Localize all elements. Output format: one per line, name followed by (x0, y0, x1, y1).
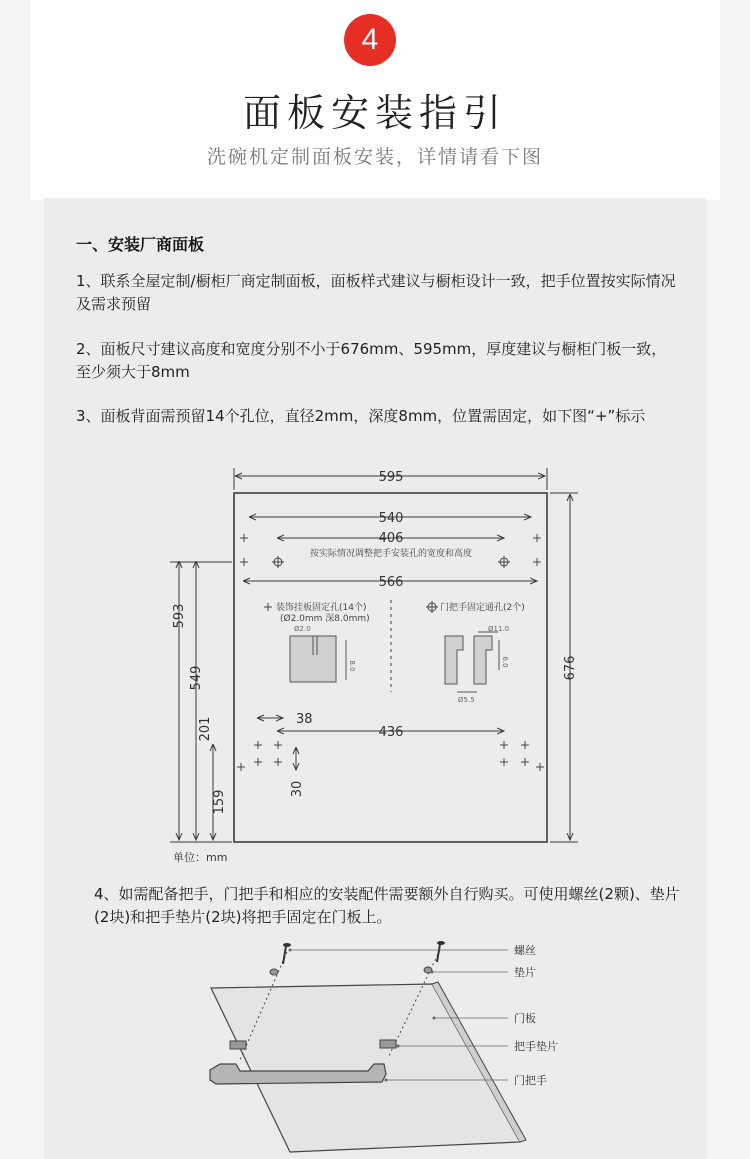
instruction-2: 2、面板尺寸建议高度和宽度分别不小于676mm、595mm，厚度建议与橱柜门板一致，至少须大于8mm (76, 340, 667, 381)
handle-pad-left (230, 1041, 246, 1049)
step-badge: 4 (344, 14, 396, 66)
dim-38: 38 (296, 712, 313, 727)
instruction-3: 3、面板背面需预留14个孔位，直径2mm，深度8mm，位置需固定，如下图“+”标示 (76, 407, 646, 425)
dim-30: 30 (290, 780, 305, 798)
dim-540: 540 (378, 511, 404, 526)
detail-8: 8.0 (348, 660, 356, 672)
legend-fix-hole-spec: (Ø2.0mm 深8.0mm) (280, 614, 370, 624)
dim-676: 676 (563, 655, 578, 681)
label-screw: 螺丝 (514, 944, 536, 957)
legend-fix-hole: 装饰挂板固定孔(14个) (276, 603, 367, 613)
label-door-handle: 门把手 (514, 1074, 547, 1087)
handle-adjust-note: 按实际情况调整把手安装孔的宽度和高度 (309, 549, 473, 559)
dim-406: 406 (378, 531, 404, 546)
dim-159: 159 (212, 789, 227, 815)
dim-595: 595 (378, 470, 404, 485)
label-door-panel: 门板 (514, 1012, 536, 1025)
section-heading: 一、安装厂商面板 (76, 235, 205, 254)
unit-label: 单位：mm (173, 851, 228, 864)
detail-6: 6.0 (501, 656, 509, 668)
dim-201: 201 (198, 716, 213, 742)
door-panel (211, 984, 520, 1152)
label-handle-pad: 把手垫片 (514, 1040, 558, 1053)
detail-d11: Ø11.0 (488, 625, 510, 633)
handle-pad-right (380, 1040, 396, 1048)
washer-icon (270, 967, 432, 975)
detail-d5: Ø5.5 (458, 696, 475, 704)
instruction-1: 1、联系全屋定制/橱柜厂商定制面板，面板样式建议与橱柜设计一致，把手位置按实际情况及需求预留 (76, 272, 676, 313)
screw-icon (283, 941, 445, 964)
instruction-4: 4、如需配备把手，门把手和相应的安装配件需要额外自行购买。可使用螺丝(2颗)、垫片(2块)和把手垫片(2块)将把手固定在门板上。 (94, 885, 680, 926)
page-title: 面板安装指引 (242, 91, 507, 135)
dim-593: 593 (172, 603, 187, 629)
page-subtitle: 洗碗机定制面板安装，详情请看下图 (206, 146, 543, 168)
dim-549: 549 (189, 665, 204, 691)
dim-436: 436 (378, 725, 404, 740)
dim-566: 566 (378, 575, 404, 590)
label-washer: 垫片 (514, 966, 536, 979)
detail-d2: Ø2.0 (294, 625, 311, 633)
legend-handle-hole: 门把手固定通孔(2个) (440, 603, 525, 613)
